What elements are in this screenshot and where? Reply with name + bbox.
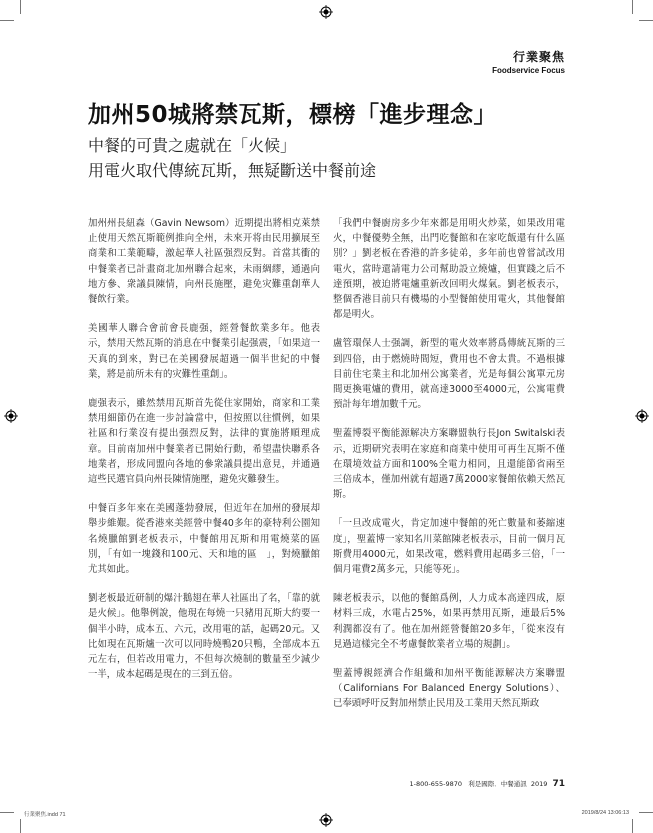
paragraph: 聖蓋博親經濟合作組織和加州平衡能源解决方案聯盟（Californians For Balanced Energy Solutions）、已奉頭呼吁反對加州禁止民用及工業用天然瓦斯政 bbox=[333, 668, 565, 710]
crop-mark bbox=[0, 812, 14, 813]
section-title-en: Foodservice Focus bbox=[492, 66, 565, 75]
registration-mark-left bbox=[4, 409, 18, 423]
footer-phone: 1-800-655-9870 bbox=[409, 780, 462, 788]
crop-mark bbox=[20, 0, 21, 14]
registration-mark-top bbox=[319, 5, 333, 19]
crop-mark bbox=[632, 0, 633, 14]
paragraph: 劉老板最近研制的爆汁鵝翅在華人社區出了名，「靠的就是火候」。他舉例說，他現在每燒一只豬用瓦斯大約要一個半小時，成本五、六元，改用電的話，起碼20元。又比如現在瓦斯爐一次可以同時燒鴨20只鴨，全部成本五元左右，但若改用電力，不但每次燒制的數量至少減少一半，成本起碼是現在的三到五倍。 bbox=[88, 593, 320, 681]
section-title-cn: 行業聚焦 bbox=[512, 50, 565, 64]
paragraph: 中餐百多年來在美國蓬勃發展，但近年在加州的發展却舉步維艱。從香港來美經營中餐40多年的豪特利公園知名燒臘館劉老板表示，中餐館用瓦斯和用電燒菜的區別，「有如一塊錢和100元、天和地的區 」，對燒臘館尤其如此。 bbox=[88, 503, 320, 576]
article-subtitle-2: 用電火取代傳統瓦斯，無疑斷送中餐前途 bbox=[88, 161, 377, 180]
footer-year: 2019 bbox=[530, 780, 548, 788]
crop-mark bbox=[639, 812, 653, 813]
footer-publication: 利是國際．中餐通訊 bbox=[468, 780, 527, 788]
registration-mark-bottom bbox=[319, 813, 333, 827]
paragraph: 美國華人聯合會前會長鹿强，經營餐飲業多年。他表示，禁用天然瓦斯的消息在中餐業引起强震，「如果這一天真的到來，對已在美國發展超過一個半世紀的中餐業，將是前所未有的灾難性重創」。 bbox=[88, 323, 320, 380]
crop-mark bbox=[632, 819, 633, 833]
page-footer bbox=[409, 779, 565, 789]
slug-file: 行業聚焦.indd 71 bbox=[24, 812, 66, 818]
right-column bbox=[333, 216, 565, 726]
registration-mark-right bbox=[635, 409, 649, 423]
crop-mark bbox=[639, 20, 653, 21]
paragraph: 鹿强表示，雖然禁用瓦斯首先從住家開始，商家和工業禁用細節仍在進一步討論當中，但按照以往慣例，如果社區和行業沒有提出强烈反對，法律的實施將順理成章。目前南加州中餐業者已開始行動，希望盡快聯系各地業者，形成同盟向各地的參衆議員提出意見，并通過這些民選官員向州長陳情施壓，避免灾難發生。 bbox=[88, 398, 320, 486]
slug-timestamp: 2019/8/24 13:06:13 bbox=[581, 810, 629, 816]
page-number: 71 bbox=[552, 779, 565, 789]
paragraph: 陳老板表示，以他的餐館爲例，人力成本高達四成，原材料三成，水電占25%，如果再禁用瓦斯，連最后5%利潤都沒有了。他在加州經營餐館20多年，「從來沒有見過這樣完全不考慮餐飲業者立場的規劃」。 bbox=[333, 593, 565, 650]
paragraph: 盧管環保人士强調，新型的電火效率將爲傳統瓦斯的三到四倍，由于燃燒時間短，費用也不會太貴。不過根據目前住宅業主和北加州公寓業者，光是每個公寓單元房間更換電爐的費用，就高達3000至4000元，公寓電費預計每年增加數千元。 bbox=[333, 338, 565, 411]
left-column bbox=[88, 216, 320, 696]
paragraph: 加州州長紐森（Gavin Newsom）近期提出將相克萊禁止使用天然瓦斯範例推向全州，未來开将由民用擴展至商業和工業範疇，激起華人社區强烈反對。首當其衝的中餐業者已計畫商北加州聯合起來，未雨綢繆，通過向地方參、衆議員陳情，向州長施壓，避免灾難重創華人餐飲行業。 bbox=[88, 218, 320, 306]
paragraph: 聖蓋博裂平衡能源解决方案聯盟執行長Jon Switalski表示，近期研究表明在家庭和商業中使用可再生瓦斯不僅在環境效益方面和100%全電力相同，且還能節省兩至三倍成本，僅加州就有超過7萬2000家餐館依賴天然瓦斯。 bbox=[333, 428, 565, 501]
section-header bbox=[492, 48, 565, 75]
paragraph: 「一旦改成電火，肯定加速中餐館的死亡數量和萎縮速度」，聖蓋博一家知名川菜館陳老板表示，目前一個月瓦斯費用4000元，如果改電，燃料費用起碼多三倍，「一個月電費2萬多元，只能等死」。 bbox=[333, 518, 565, 576]
crop-mark bbox=[0, 20, 14, 21]
article-subtitle-1: 中餐的可貴之處就在「火候」 bbox=[88, 136, 297, 155]
article-title: 加州50城將禁瓦斯，標榜「進步理念」 bbox=[88, 102, 498, 128]
crop-mark bbox=[20, 819, 21, 833]
paragraph: 「我們中餐廚房多少年來都是用明火炒菜，如果改用電火，中餐優勢全無，出門吃餐館和在家吃飯還有什么區別？」劉老板在香港的許多徒弟，多年前也曾嘗試改用電火，當時還請電力公司幫助設立燒爐，但實踐之后不達預期，被迫將電爐重新改回明火煤氣。劉老板表示，整個香港目前只有機場的小型餐館使用電火，其他餐館都是明火。 bbox=[333, 218, 565, 321]
